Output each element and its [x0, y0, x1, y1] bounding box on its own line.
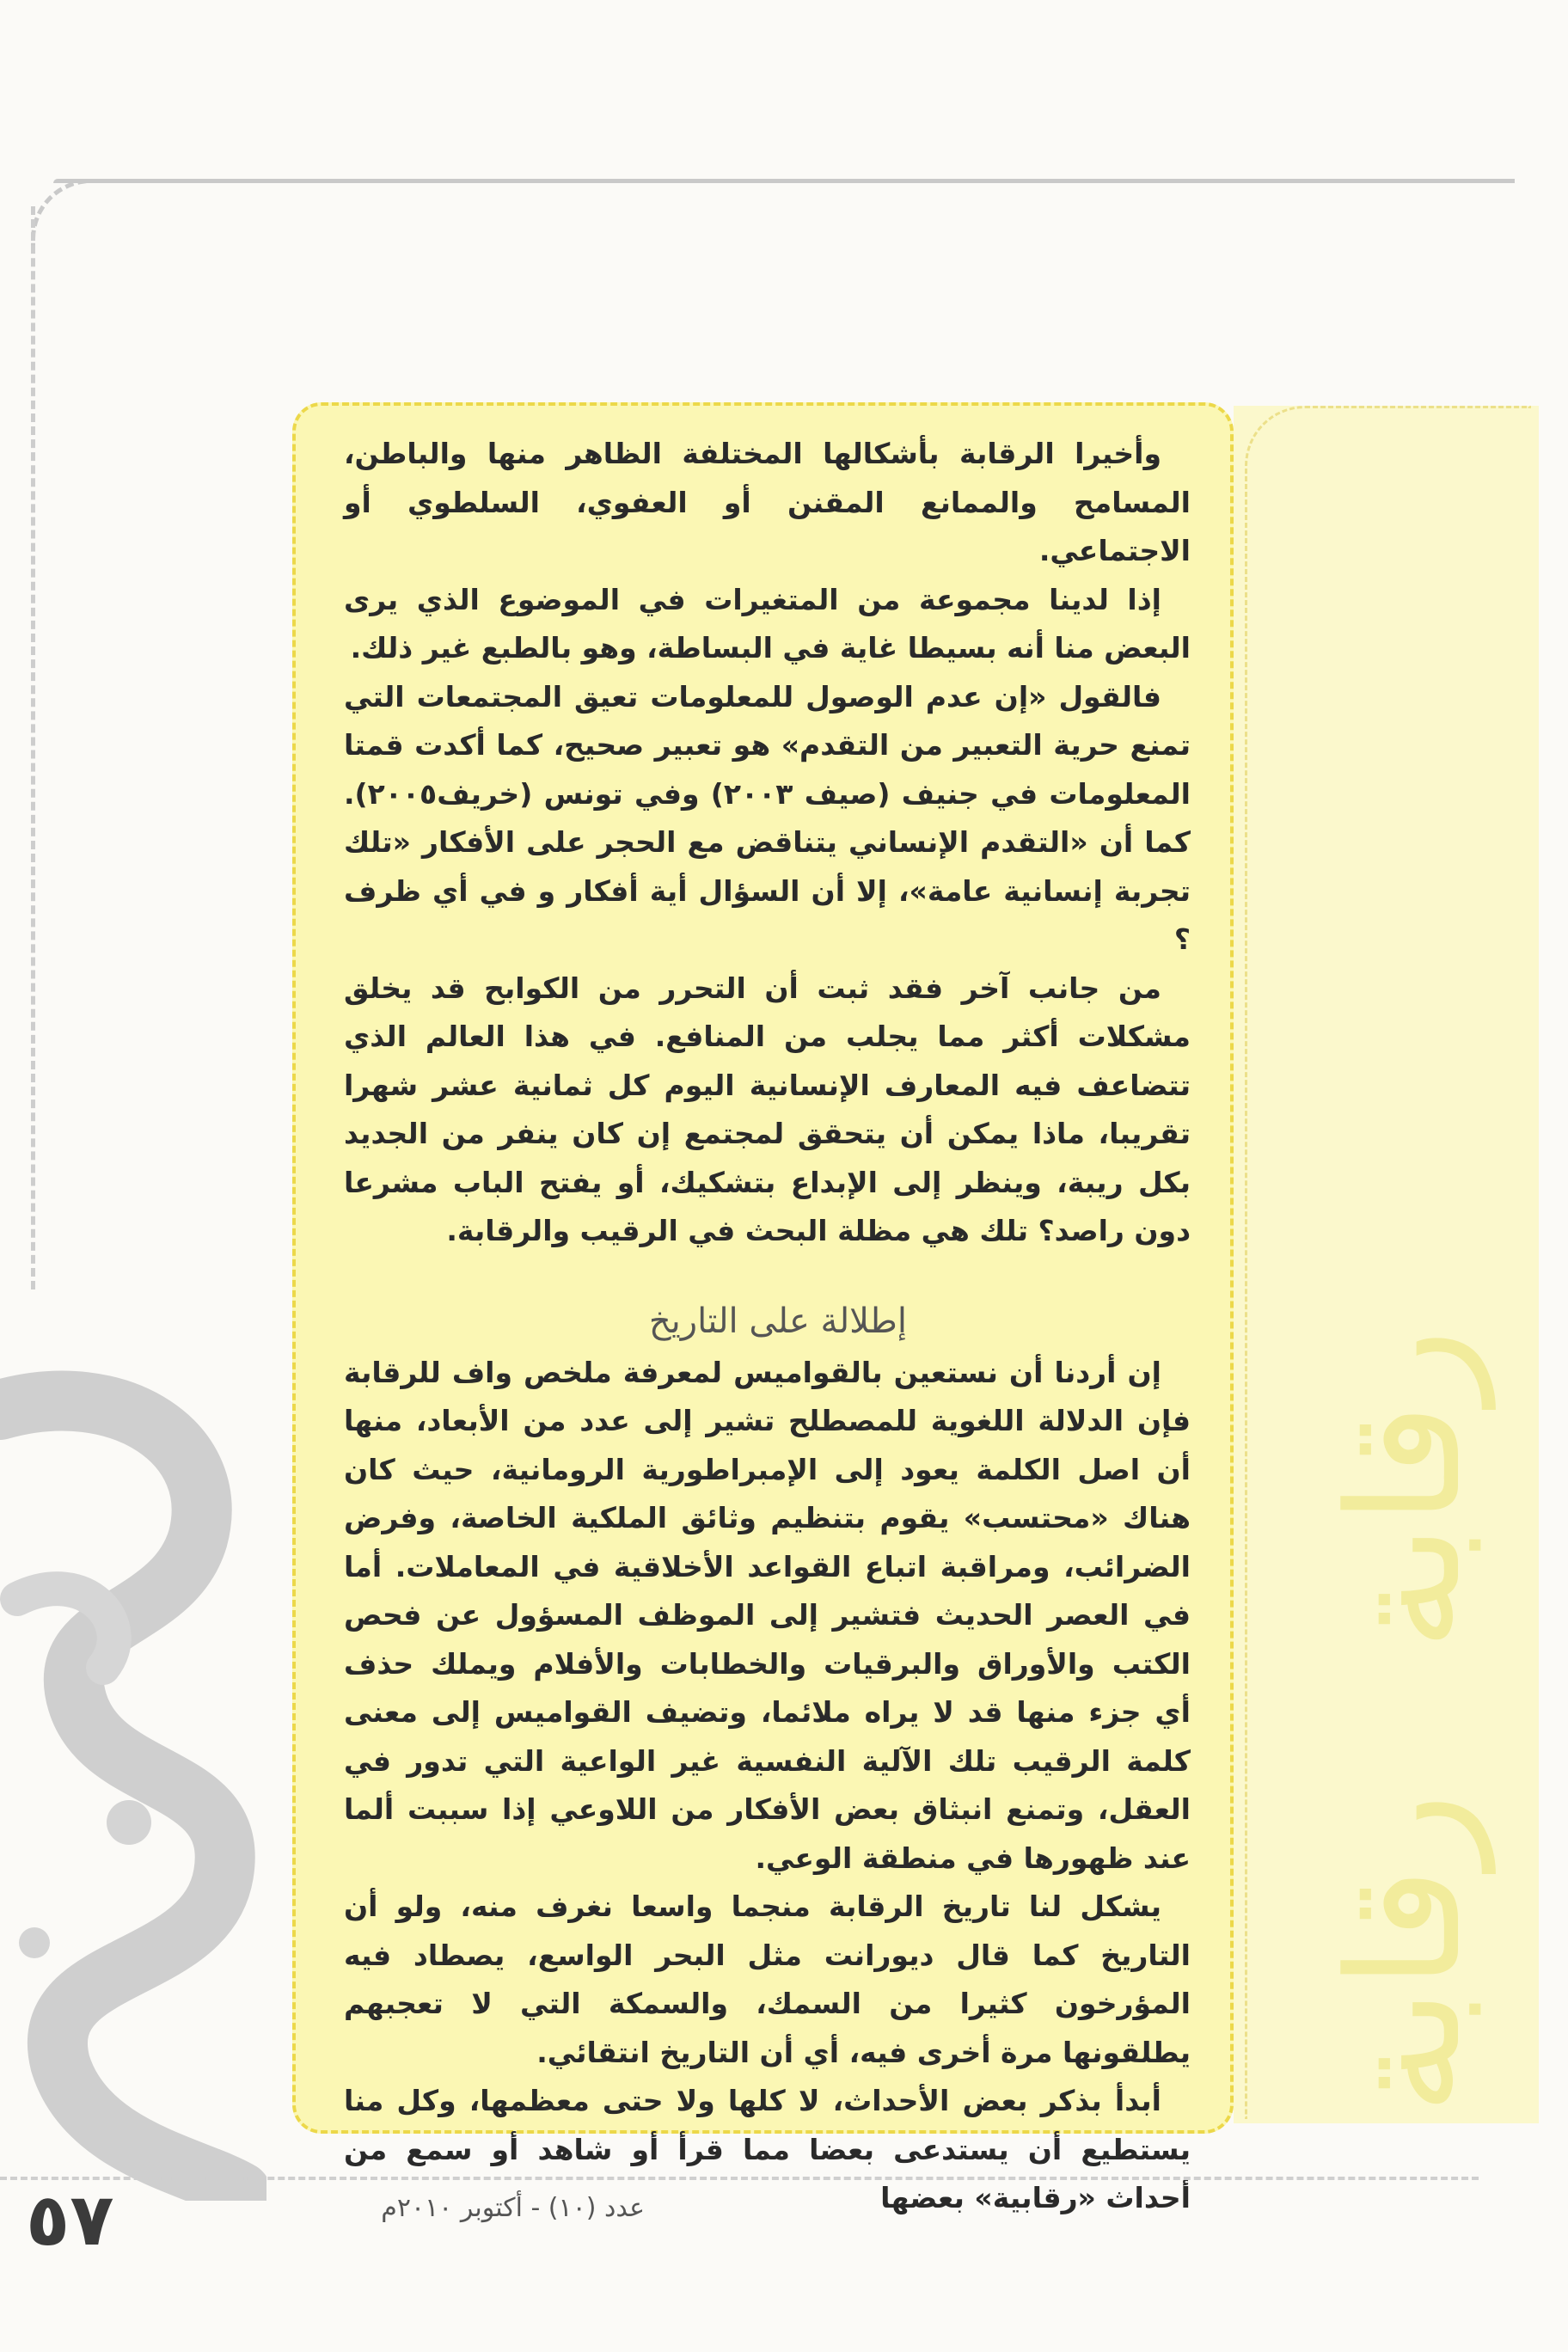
vertical-decorative-word-2: رقابة — [1315, 1792, 1495, 2115]
paragraph: إذا لدينا مجموعة من المتغيرات في الموضوع الذي يرى البعض منا أنه بسيطا غاية في البساطة، وهو بالطبع غير ذلك. — [344, 582, 1191, 665]
issue-date: عدد (١٠) - أكتوبر ٢٠١٠م — [381, 2193, 645, 2223]
vertical-decorative-word: رقابة — [1315, 1328, 1495, 1651]
paragraph: إن أردنا أن نستعين بالقواميس لمعرفة ملخص واف للرقابة فإن الدلالة اللغوية للمصطلح تشير إلى عدد من الأبعاد، منها أن اصل الكلمة يعود إلى الإمبراطورية الرومانية، حيث كان هناك «محتسب» يقوم بتنظيم وثائق الملكية الخاصة، وفرض الضرائب، ومراقبة اتباع القواعد الأخلاقية في المعاملات. أما في العصر الحديث فتشير إلى الموظف المسؤول عن فحص الكتب والأوراق والبرقيات والخطابات والأفلام ويملك حذف أي جزء منها قد لا يراه ملائما، وتضيف القواميس إلى معنى كلمة الرقيب تلك الآلية النفسية غير الواعية التي تدور في العقل، وتمنع انبثاق بعض الأفكار من اللاوعي إذا سببت ألما عند ظهورها في منطقة الوعي. — [344, 1355, 1191, 1875]
paragraph: من جانب آخر فقد ثبت أن التحرر من الكوابح قد يخلق مشكلات أكثر مما يجلب من المنافع. في هذا العالم الذي تتضاعف فيه المعارف الإنسانية اليوم كل ثمانية عشر شهرا تقريبا، ماذا يمكن أن يتحقق لمجتمع إن كان ينفر من الجديد بكل ريبة، وينظر إلى الإبداع بتشكيك، أو يفتح الباب مشرعا دون راصد؟ تلك هي مظلة البحث في الرقيب والرقابة. — [344, 971, 1191, 1247]
decorative-calligraphy-graphic — [0, 1341, 266, 2201]
paragraph: وأخيرا الرقابة بأشكالها المختلفة الظاهر منها والباطن، المسامح والممانع المقنن أو العفوي، السلطوي أو الاجتماعي. — [344, 437, 1191, 567]
page-number: ٥٧ — [26, 2177, 114, 2262]
paragraph: يشكل لنا تاريخ الرقابة منجما واسعا نغرف منه، ولو أن التاريخ كما قال ديورانت مثل البحر الواسع، يصطاد فيه المؤرخون كثيرا من السمك، والسمكة التي لا تعجبهم يطلقونها مرة أخرى فيه، أي أن التاريخ انتقائي. — [344, 1890, 1191, 2069]
section-heading: إطلالة على التاريخ — [648, 1301, 907, 1341]
footer-divider — [0, 2177, 1479, 2180]
faded-header-mark — [808, 129, 980, 163]
page-frame-left-border — [31, 206, 35, 1289]
page-frame-corner — [31, 179, 104, 252]
page-frame-top-border — [53, 179, 1515, 183]
paragraph: أبدأ بذكر بعض الأحداث، لا كلها ولا حتى معظمها، وكل منا يستطيع أن يستدعى بعضا مما قرأ أو شاهد أو سمع من أحداث «رقابية» بعضها — [344, 2084, 1191, 2214]
paragraph: فالقول «إن عدم الوصول للمعلومات تعيق المجتمعات التي تمنع حرية التعبير من التقدم» هو تعبير صحيح، كما أكدت قمتا المعلومات في جنيف (صيف ٢٠٠٣) وفي تونس (خريف٢٠٠٥). كما أن «التقدم الإنساني يتناقض مع الحجر على الأفكار «تلك تجربة إنسانية عامة»، إلا أن السؤال أية أفكار و في أي ظرف ؟ — [344, 679, 1191, 956]
